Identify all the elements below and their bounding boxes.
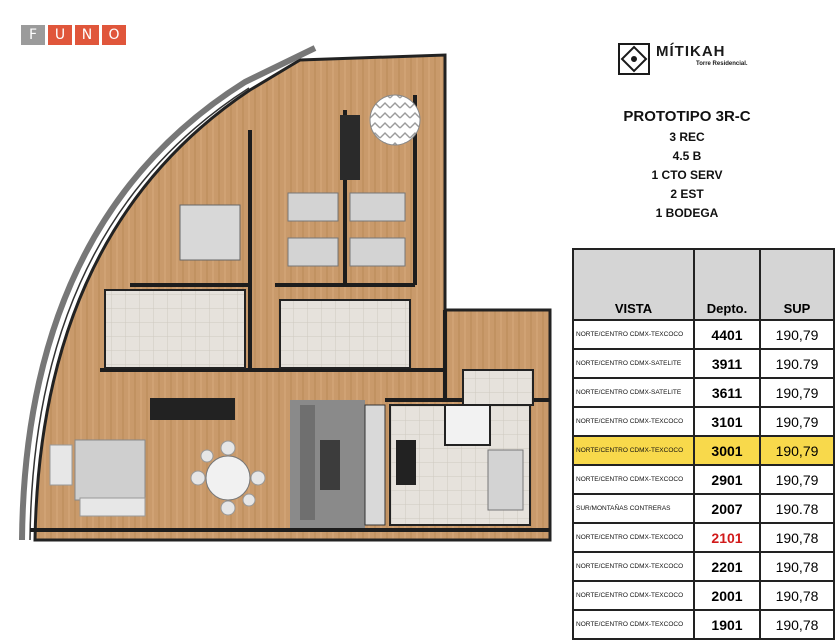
brand-subtitle: Torre Residencial.: [696, 61, 748, 67]
cell-sup: 190,78: [760, 581, 834, 610]
cell-depto: 4401: [694, 320, 760, 349]
cell-depto: 3001: [694, 436, 760, 465]
units-table: [572, 248, 835, 640]
cell-depto: 2101: [694, 523, 760, 552]
cell-depto: 2201: [694, 552, 760, 581]
prototype-line: 3 REC: [669, 130, 705, 144]
funo-letter: F: [21, 25, 45, 45]
cell-depto: 3911: [694, 349, 760, 378]
prototype-line: 1 CTO SERV: [651, 168, 723, 182]
prototype-line: 2 EST: [670, 187, 704, 201]
cell-vista: NORTE/CENTRO CDMX-TEXCOCO: [573, 552, 694, 581]
cell-vista: NORTE/CENTRO CDMX-TEXCOCO: [573, 581, 694, 610]
cell-sup: 190,79: [760, 436, 834, 465]
table-row: [573, 378, 834, 407]
cell-depto: 2007: [694, 494, 760, 523]
table-row: [573, 610, 834, 639]
prototype-line: 4.5 B: [672, 149, 702, 163]
table-row: [573, 349, 834, 378]
cell-sup: 190.78: [760, 494, 834, 523]
cell-depto: 1901: [694, 610, 760, 639]
funo-letter: N: [75, 25, 99, 45]
table-header-row: [573, 249, 834, 320]
header-sup: SUP: [760, 249, 834, 320]
cell-vista: NORTE/CENTRO CDMX-SATELITE: [573, 349, 694, 378]
cell-vista: NORTE/CENTRO CDMX-TEXCOCO: [573, 320, 694, 349]
cell-depto: 3611: [694, 378, 760, 407]
cell-sup: 190,79: [760, 320, 834, 349]
prototype-title: PROTOTIPO 3R-C: [623, 108, 751, 125]
mitikah-logo: [618, 43, 748, 75]
prototype-line: 1 BODEGA: [655, 206, 719, 220]
cell-depto: 3101: [694, 407, 760, 436]
table-row: [573, 494, 834, 523]
cell-vista: NORTE/CENTRO CDMX-TEXCOCO: [573, 610, 694, 639]
cell-vista: NORTE/CENTRO CDMX-TEXCOCO: [573, 523, 694, 552]
cell-vista: NORTE/CENTRO CDMX-TEXCOCO: [573, 465, 694, 494]
cell-sup: 190,78: [760, 610, 834, 639]
cell-vista: NORTE/CENTRO CDMX-SATELITE: [573, 378, 694, 407]
cell-depto: 2001: [694, 581, 760, 610]
cell-sup: 190,78: [760, 523, 834, 552]
cell-sup: 190,79: [760, 465, 834, 494]
cell-vista: NORTE/CENTRO CDMX-TEXCOCO: [573, 436, 694, 465]
table-row: [573, 581, 834, 610]
funo-letter: U: [48, 25, 72, 45]
cell-depto: 2901: [694, 465, 760, 494]
cell-sup: 190,78: [760, 552, 834, 581]
cell-sup: 190,79: [760, 378, 834, 407]
table-row: [573, 552, 834, 581]
funo-letter: O: [102, 25, 126, 45]
prototype-info: [612, 108, 762, 223]
table-row: [573, 465, 834, 494]
header-vista: VISTA: [573, 249, 694, 320]
brand-name: MÍTIKAH: [656, 43, 726, 60]
table-row: [573, 407, 834, 436]
table-row-highlighted: [573, 436, 834, 465]
cell-vista: NORTE/CENTRO CDMX-TEXCOCO: [573, 407, 694, 436]
table-row: [573, 523, 834, 552]
table-row: [573, 320, 834, 349]
mitikah-emblem-icon: [618, 43, 650, 75]
cell-sup: 190,79: [760, 407, 834, 436]
header-depto: Depto.: [694, 249, 760, 320]
cell-vista: SUR/MONTAÑAS CONTRERAS: [573, 494, 694, 523]
cell-sup: 190.79: [760, 349, 834, 378]
